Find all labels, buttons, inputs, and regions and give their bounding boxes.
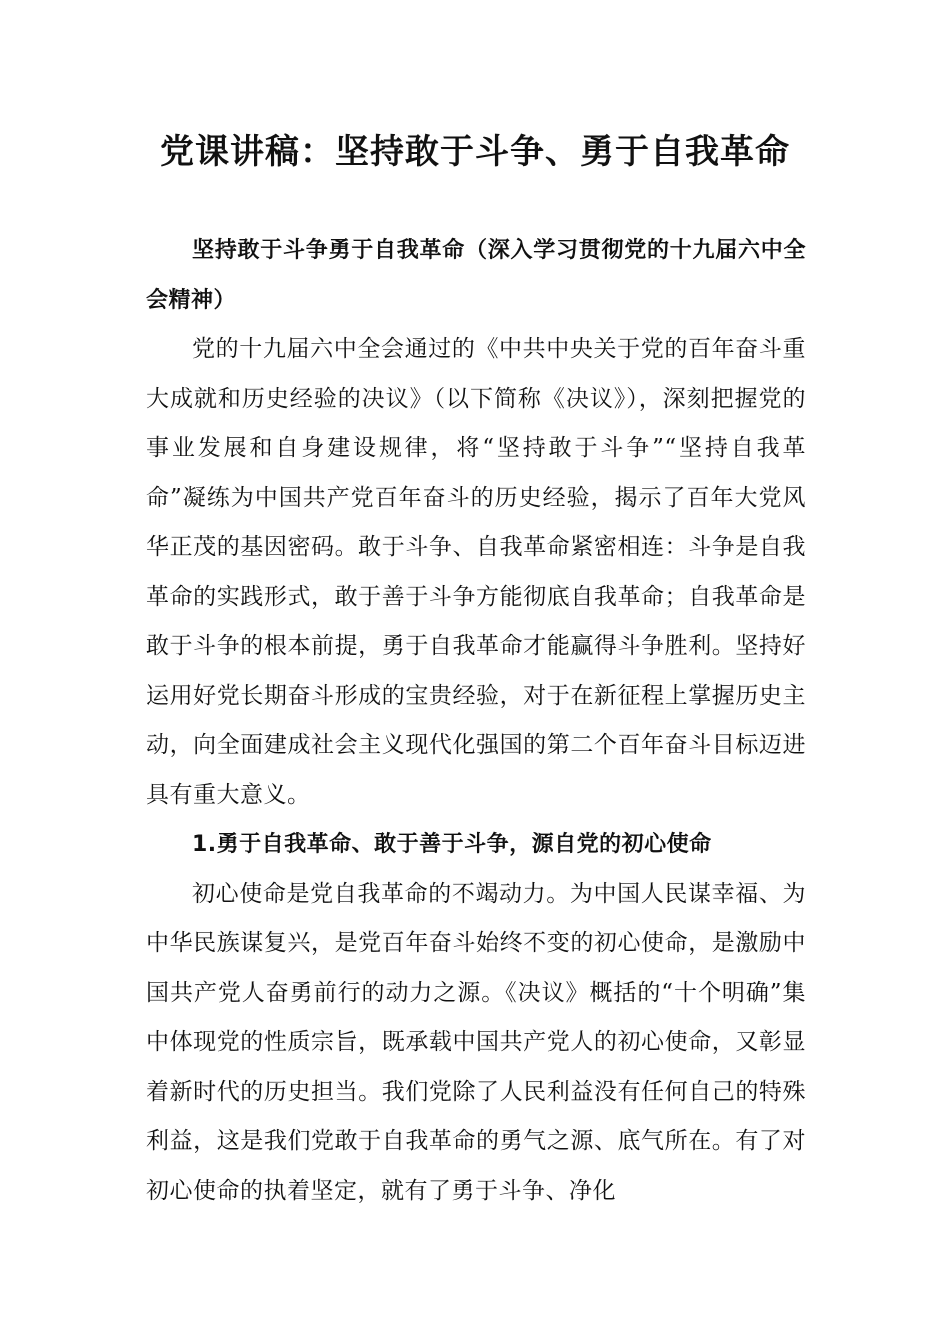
paragraph-intro: 党的十九届六中全会通过的《中共中央关于党的百年奋斗重大成就和历史经验的决议》（以下简称《决议》），深刻把握党的事业发展和自身建设规律，将“坚持敢于斗争”“坚持自我革命”凝练为中国共产党百年奋斗的历史经验，揭示了百年大党风华正茂的基因密码。敢于斗争、自我革命紧密相连：斗争是自我革命的实践形式，敢于善于斗争方能彻底自我革命；自我革命是敢于斗争的根本前提，勇于自我革命才能赢得斗争胜利。坚持好运用好党长期奋斗形成的宝贵经验，对于在新征程上掌握历史主动，向全面建成社会主义现代化强国的第二个百年奋斗目标迈进具有重大意义。 <box>146 336 806 808</box>
subtitle-heading: 坚持敢于斗争勇于自我革命（深入学习贯彻党的十九届六中全会精神） <box>146 238 806 313</box>
document-title: 党课讲稿：坚持敢于斗争、勇于自我革命 <box>160 132 790 172</box>
paragraph-section-1: 初心使命是党自我革命的不竭动力。为中国人民谋幸福、为中华民族谋复兴，是党百年奋斗始终不变的初心使命，是激励中国共产党人奋勇前行的动力之源。《决议》概括的“十个明确”集中体现党的性质宗旨，既承载中国共产党人的初心使命，又彰显着新时代的历史担当。我们党除了人民利益没有任何自己的特殊利益，这是我们党敢于自我革命的勇气之源、底气所在。有了对初心使命的执着坚定，就有了勇于斗争、净化 <box>146 880 806 1204</box>
document-body <box>146 226 806 1216</box>
section-heading-1: 1.勇于自我革命、敢于善于斗争，源自党的初心使命 <box>192 832 712 857</box>
